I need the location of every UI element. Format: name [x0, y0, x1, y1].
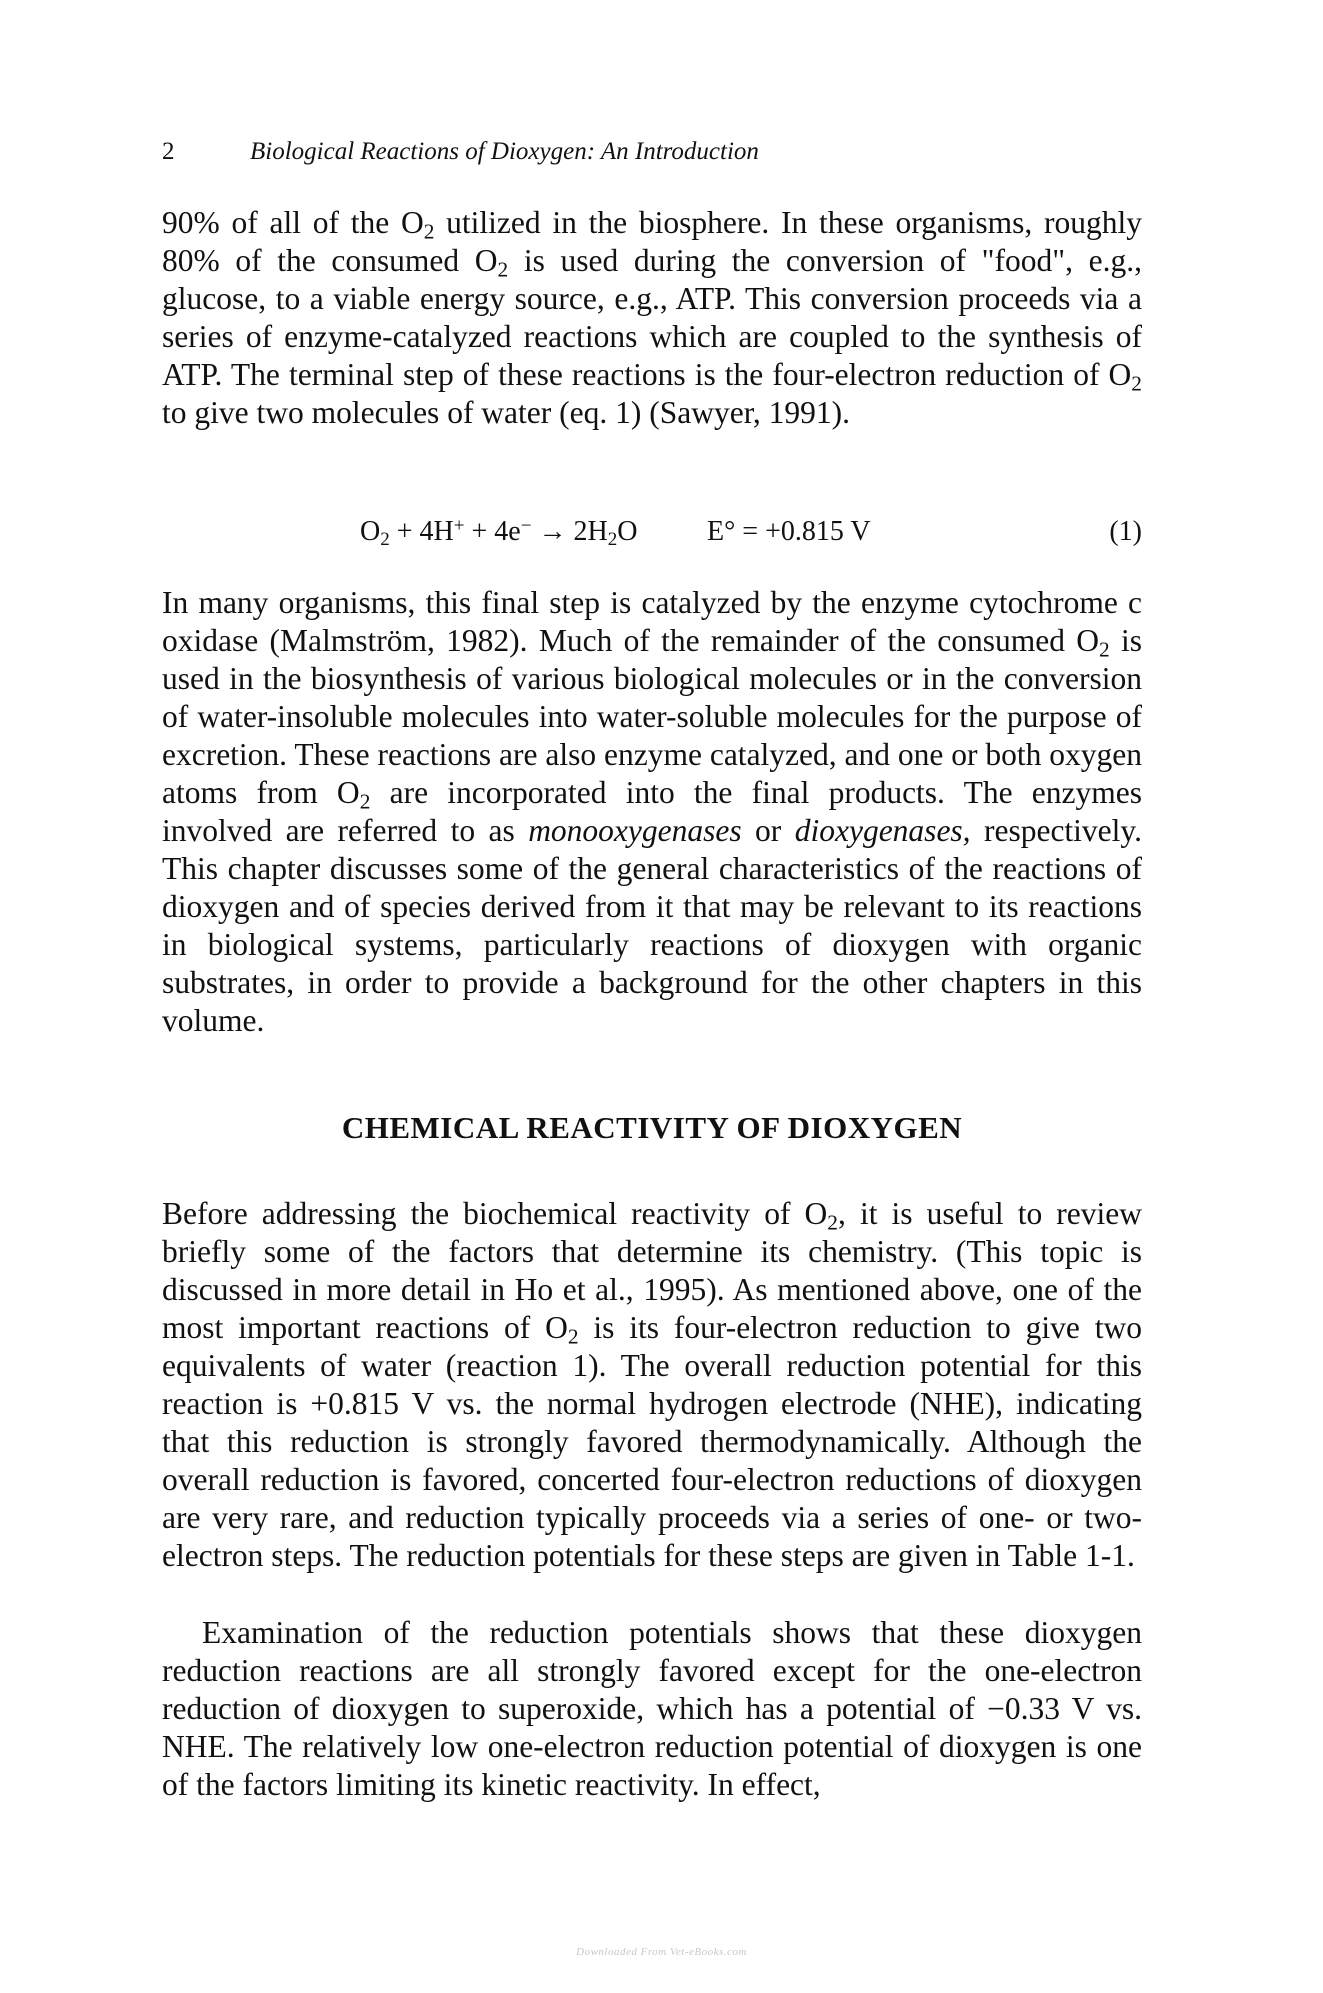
paragraph-3: Before addressing the biochemical reactivity of $O_2$, it is useful to review briefly some of the factors that determine its chemistry. (This topic is discussed in more detail in Ho et al., 1995). As mentioned above, one of the most important reactions of $O_2$ is its four-electron reduction to give two equivalents of water (reaction 1). The overall reduction potential for this reaction is +0.815 V vs. the normal hydrogen electrode (NHE), indicating that this reduction is strongly favored thermodynamically. Although the overall reduction is favored, concerted four-electron reductions of dioxygen are very rare, and reduction typically proceeds via a series of one- or two-electron steps. The reduction potentials for these steps are given in Table 1-1.: [162, 1196, 1142, 1573]
footer-watermark: Downloaded From Vet-eBooks.com: [576, 1946, 747, 1958]
equation-reaction: $O_2 + 4H^+ + 4e^- \to 2H_2O$: [360, 515, 638, 550]
running-head: [162, 136, 1142, 168]
paragraph-2: In many organisms, this final step is catalyzed by the enzyme cytochrome c oxidase (Malmström, 1982). Much of the remainder of the consumed $O_2$ is used in the biosynthesis of various biological molecules or in the conversion of water-insoluble molecules into water-soluble molecules for the purpose of excretion. These reactions are also enzyme catalyzed, and one or both oxygen atoms from $O_2$ are incorporated into the final products. The enzymes involved are referred to as monooxygenases or dioxygenases, respectively. This chapter discusses some of the general characteristics of the reactions of dioxygen and of species derived from it that may be relevant to its reactions in biological systems, particularly reactions of dioxygen with organic substrates, in order to provide a background for the other chapters in this volume.: [162, 585, 1142, 1038]
term-monooxygenases: monooxygenases: [528, 813, 742, 848]
section-heading: CHEMICAL REACTIVITY OF DIOXYGEN: [341, 1110, 963, 1145]
equation-1: [162, 512, 1142, 552]
paragraph-1: 90% of all of the $O_2$ utilized in the biosphere. In these organisms, roughly 80% of the consumed $O_2$ is used during the conversion of "food", e.g., glucose, to a viable energy source, e.g., ATP. This conversion proceeds via a series of enzyme-catalyzed reactions which are coupled to the synthesis of ATP. The terminal step of these reactions is the four-electron reduction of $O_2$ to give two molecules of water (eq. 1) (Sawyer, 1991).: [162, 205, 1143, 430]
term-dioxygenases: dioxygenases,: [794, 813, 971, 848]
page-number: 2: [162, 138, 175, 165]
paragraph-4: Examination of the reduction potentials shows that these dioxygen reduction reactions are all strongly favored except for the one-electron reduction of dioxygen to superoxide, which has a potential of −0.33 V vs. NHE. The relatively low one-electron reduction potential of dioxygen is one of the factors limiting its kinetic reactivity. In effect,: [162, 1615, 1142, 1802]
running-title: Biological Reactions of Dioxygen: An Introduction: [250, 138, 759, 165]
equation-potential: E° = +0.815 V: [707, 516, 871, 547]
equation-number: (1): [1109, 516, 1142, 547]
